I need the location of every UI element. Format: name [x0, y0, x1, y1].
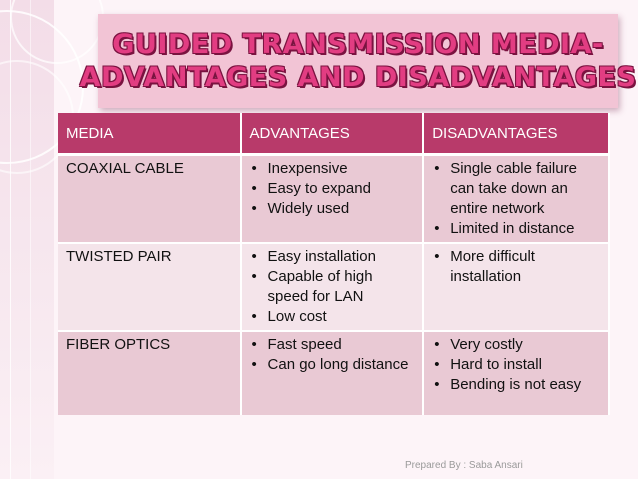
list-item: • Easy installation — [268, 247, 417, 267]
list-item: • Can go long distance — [268, 355, 417, 375]
list-item: • Widely used — [268, 199, 417, 219]
list-item: • Inexpensive — [268, 159, 417, 179]
decorative-sidebar — [0, 0, 54, 479]
list-item: • Easy to expand — [268, 179, 417, 199]
decorative-line — [10, 0, 11, 479]
list-item: • More difficult installation — [450, 247, 602, 287]
disadvantages-cell — [423, 155, 609, 244]
table-header-row — [58, 113, 609, 155]
list-item: • Bending is not easy — [450, 375, 602, 395]
table-row — [58, 155, 609, 244]
title-line-1: GUIDED TRANSMISSION MEDIA- — [112, 29, 604, 60]
header-disadvantages: DISADVANTAGES — [423, 113, 609, 155]
list-item: • Hard to install — [450, 355, 602, 375]
comparison-table — [58, 113, 610, 415]
media-cell: COAXIAL CABLE — [58, 155, 241, 244]
decorative-line — [30, 0, 31, 479]
list-item: • Very costly — [450, 335, 602, 355]
list-item: • Fast speed — [268, 335, 417, 355]
list-item: • Capable of high speed for LAN — [268, 267, 417, 307]
media-cell: TWISTED PAIR — [58, 243, 241, 331]
list-item: • Low cost — [268, 307, 417, 327]
advantages-cell — [241, 331, 424, 415]
disadvantages-cell — [423, 331, 609, 415]
advantages-cell — [241, 155, 424, 244]
list-item: • Limited in distance — [450, 219, 602, 239]
media-cell: FIBER OPTICS — [58, 331, 241, 415]
header-media: MEDIA — [58, 113, 241, 155]
list-item: • Single cable failure can take down an entire network — [450, 159, 602, 219]
footer-credit: Prepared By : Saba Ansari — [405, 460, 523, 471]
header-advantages: ADVANTAGES — [241, 113, 424, 155]
table-row — [58, 243, 609, 331]
slide-title — [79, 14, 637, 108]
advantages-cell — [241, 243, 424, 331]
disadvantages-cell — [423, 243, 609, 331]
title-line-2: ADVANTAGES AND DISADVANTAGES — [79, 62, 637, 93]
table-row — [58, 331, 609, 415]
